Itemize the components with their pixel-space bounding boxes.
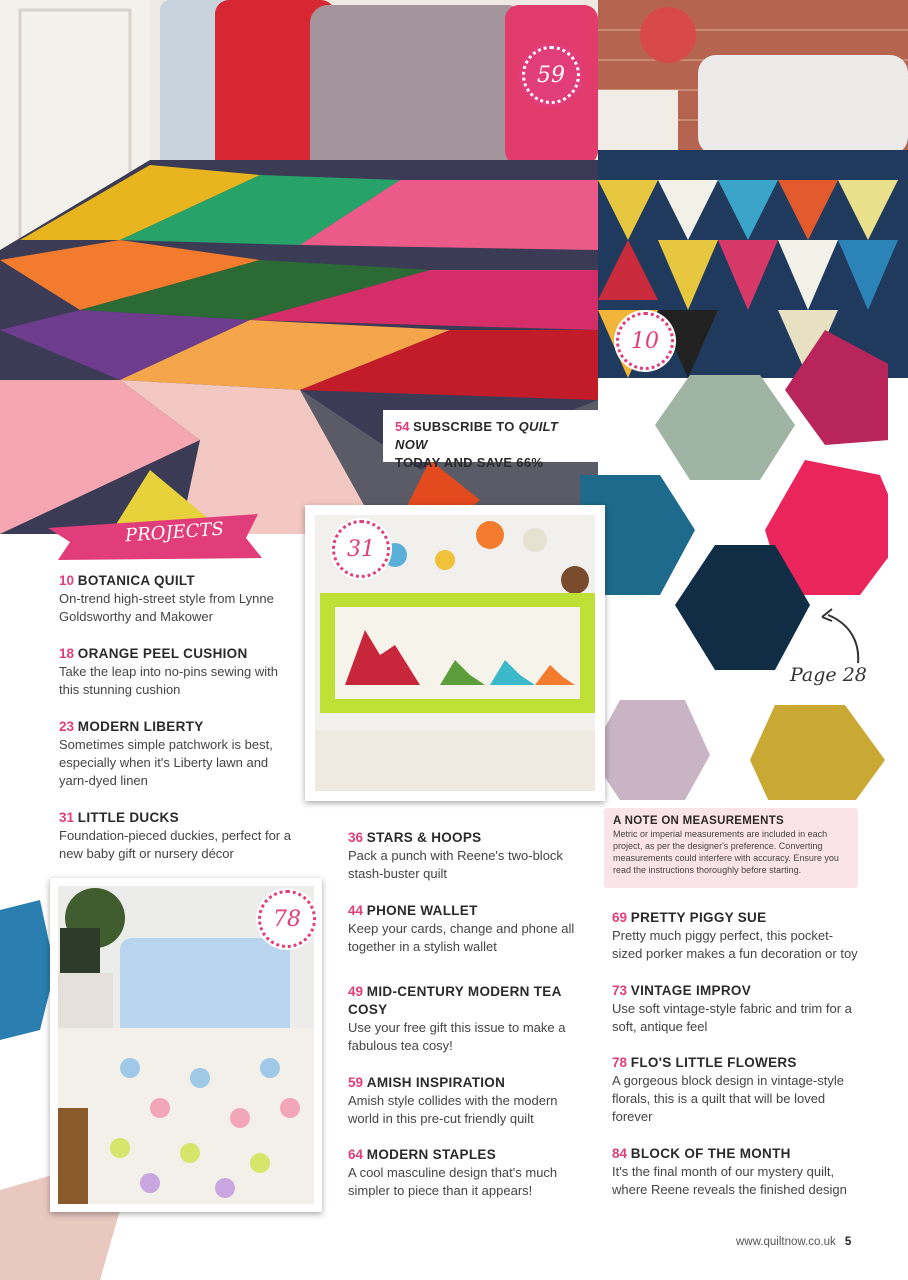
note-body: Metric or imperial measurements are included in each project, as per the designer's preference. Converting measurements could interfere with accuracy. Ensure you read the instructions thoroughly before starting. [613,829,839,875]
entry-title: ORANGE PEEL CUSHION [77,646,248,661]
entry-page-number: 23 [59,719,75,734]
entry-title: PHONE WALLET [366,903,478,918]
entry-page-number: 69 [612,910,628,925]
subscribe-text: SUBSCRIBE TO [413,419,519,434]
project-entry-31[interactable] [59,809,295,863]
entry-description: Pack a punch with Reene's two-block stash-buster quilt [348,848,563,881]
entry-description: A cool masculine design that's much simpler to piece than it appears! [348,1165,558,1198]
entry-description: Use soft vintage-style fabric and trim for a soft, antique feel [612,1001,852,1034]
entry-page-number: 36 [348,830,364,845]
entry-title: LITTLE DUCKS [77,810,179,825]
page-badge-78: 78 [258,890,316,948]
project-entry-78[interactable] [612,1054,857,1126]
entry-title: FLO'S LITTLE FLOWERS [630,1055,797,1070]
project-entry-69[interactable] [612,909,862,963]
footer-page-number: 5 [844,1236,852,1248]
entry-page-number: 10 [59,573,75,588]
footer [736,1236,851,1248]
entry-page-number: 18 [59,646,75,661]
subscribe-page-number: 54 [395,419,410,434]
entry-description: Keep your cards, change and phone all together in a stylish wallet [348,921,575,954]
project-entry-84[interactable] [612,1145,862,1199]
entry-description: A gorgeous block design in vintage-style florals, this is a quilt that will be loved forever [612,1073,844,1124]
entry-title: BLOCK OF THE MONTH [630,1146,791,1161]
entry-title: MID-CENTURY MODERN TEA COSY [348,984,562,1017]
measurements-note [604,808,858,888]
project-entry-10[interactable] [59,572,299,626]
entry-description: On-trend high-street style from Lynne Goldsworthy and Makower [59,591,274,624]
entry-title: MODERN LIBERTY [77,719,204,734]
entry-page-number: 78 [612,1055,628,1070]
entry-title: BOTANICA QUILT [77,573,195,588]
project-entry-36[interactable] [348,829,578,883]
hexagon-lilac-floral [590,700,710,800]
entry-page-number: 84 [612,1146,628,1161]
project-entry-64[interactable] [348,1146,578,1200]
entry-page-number: 44 [348,903,364,918]
entry-description: It's the final month of our mystery quilt, where Reene reveals the finished design [612,1164,847,1197]
entry-description: Sometimes simple patchwork is best, especially when it's Liberty lawn and yarn-dyed linen [59,737,273,788]
hexagon-mustard [750,705,885,800]
entry-page-number: 64 [348,1147,364,1162]
note-title: A NOTE ON MEASUREMENTS [613,815,785,827]
footer-url[interactable]: www.quiltnow.co.uk [736,1236,836,1248]
entry-page-number: 49 [348,984,364,999]
fabric-hexagons [580,330,888,800]
entry-title: AMISH INSPIRATION [366,1075,506,1090]
entry-description: Foundation-pieced duckies, perfect for a new baby gift or nursery décor [59,828,291,861]
project-entry-44[interactable] [348,902,578,956]
entry-description: Take the leap into no-pins sewing with this stunning cushion [59,664,278,697]
project-entry-73[interactable] [612,982,862,1036]
entry-title: STARS & HOOPS [366,830,482,845]
entry-page-number: 31 [59,810,75,825]
entry-title: MODERN STAPLES [366,1147,497,1162]
project-entry-49[interactable] [348,983,573,1055]
projects-banner-label: PROJECTS [124,518,225,547]
entry-page-number: 73 [612,983,628,998]
subscribe-box[interactable] [383,410,598,470]
hexagon-maroon [785,330,888,445]
page-28-reference[interactable]: Page 28 [790,664,867,686]
project-entry-18[interactable] [59,645,299,699]
hexagon-green-floral [655,375,795,480]
entry-title: PRETTY PIGGY SUE [630,910,767,925]
project-entry-23[interactable] [59,718,291,790]
project-entry-59[interactable] [348,1074,578,1128]
entry-description: Use your free gift this issue to make a fabulous tea cosy! [348,1020,566,1053]
page-badge-10: 10 [616,312,674,370]
entry-description: Pretty much piggy perfect, this pocket-sized porker makes a fun decoration or toy [612,928,858,961]
subscribe-magazine-name: QUILT NOW [395,419,559,452]
subscribe-offer: TODAY AND SAVE 66% [395,455,544,470]
page-badge-31: 31 [332,520,390,578]
entry-page-number: 59 [348,1075,364,1090]
entry-description: Amish style collides with the modern world in this pre-cut friendly quilt [348,1093,558,1126]
entry-title: VINTAGE IMPROV [630,983,752,998]
page-badge-59: 59 [522,46,580,104]
arrow-icon [818,605,868,665]
